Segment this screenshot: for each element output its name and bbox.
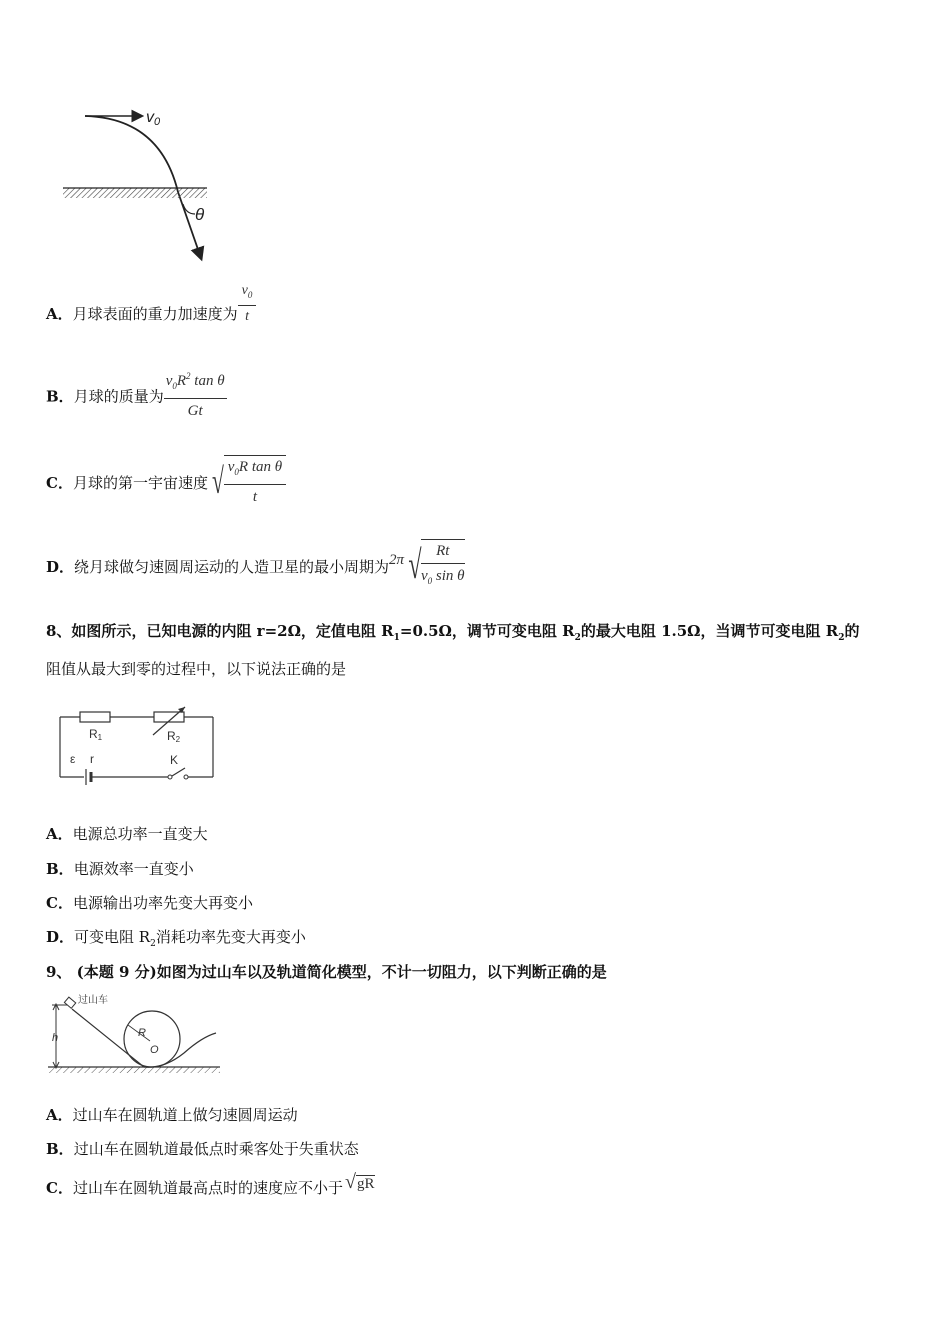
q7-option-a[interactable]: A．月球表面的重力加速度为 $\frac{v_0}{t}$	[46, 289, 256, 339]
loop-circle	[124, 1011, 180, 1067]
svg-text:O: O	[150, 1044, 159, 1056]
q7-option-c[interactable]: C．月球的第一宇宙速度 √ $\frac{v_0R \tan \theta}{t}$	[46, 453, 286, 513]
svg-text:R1: R1	[89, 727, 103, 742]
resistor-r1	[80, 712, 110, 722]
switch-k	[172, 768, 185, 776]
impact-arrow	[178, 192, 201, 258]
svg-text:r: r	[90, 752, 94, 766]
svg-text:h: h	[52, 1032, 59, 1044]
q9-option-c[interactable]: C．过山车在圆轨道最高点时的速度应不小于 √gR	[46, 1171, 375, 1197]
q9-option-a[interactable]: A．过山车在圆轨道上做匀速圆周运动	[46, 1106, 298, 1124]
q7-option-d[interactable]: D．绕月球做匀速圆周运动的人造卫星的最小周期为2π √ $\frac{Rt}{v_0 \sin \theta}$	[46, 537, 465, 597]
q9-option-b[interactable]: B．过山车在圆轨道最低点时乘客处于失重状态	[46, 1140, 359, 1158]
q8-option-a[interactable]: A．电源总功率一直变大	[46, 825, 208, 843]
q7-option-b[interactable]: B．月球的质量为 $\frac{v_0R^2 \tan \theta}{Gt}$	[46, 370, 227, 420]
roller-coaster-figure	[44, 993, 224, 1079]
circuit-diagram	[52, 700, 222, 790]
q8-option-d[interactable]: D．可变电阻 $R_2$消耗功率先变大再变小	[46, 928, 306, 949]
svg-text:ε: ε	[70, 752, 76, 766]
q9-stem: 9、 (本题 9 分)如图为过山车以及轨道简化模型，不计一切阻力，以下判断正确的是	[46, 963, 607, 981]
q8-stem-line1: 8、如图所示，已知电源的内阻 r=2Ω，定值电阻 $R_1=0.5\Omega$，调节可变电阻 $R_2$的最大电阻 1.5Ω，当调节可变电阻 $R_2$的	[46, 622, 860, 643]
svg-text:R2: R2	[167, 729, 181, 744]
svg-text:K: K	[170, 753, 179, 767]
q7a-fraction: $\frac{v_0}{t}$	[238, 282, 257, 327]
v0-label: v0	[146, 109, 161, 128]
svg-text:R: R	[138, 1027, 146, 1039]
q8-stem-line2: 阻值从最大到零的过程中，以下说法正确的是	[46, 660, 347, 678]
trajectory-curve	[85, 116, 178, 192]
projectile-figure	[55, 100, 225, 270]
q7b-fraction: $\frac{v_0R^2 \tan \theta}{Gt}$	[164, 366, 227, 421]
theta-label: θ	[195, 205, 205, 224]
q8-option-b[interactable]: B．电源效率一直变小	[46, 860, 194, 878]
ground-surface	[63, 188, 207, 198]
q7d-formula: 2π √ $\frac{Rt}{v_0 \sin \theta}$	[389, 534, 465, 594]
q7c-sqrt: √ $\frac{v_0R \tan \theta}{t}$	[208, 450, 286, 510]
sqrt-gr: √gR	[344, 1171, 375, 1193]
q8-option-c[interactable]: C．电源输出功率先变大再变小	[46, 894, 253, 912]
svg-text:过山车: 过山车	[78, 995, 108, 1006]
coaster-car	[64, 997, 75, 1008]
